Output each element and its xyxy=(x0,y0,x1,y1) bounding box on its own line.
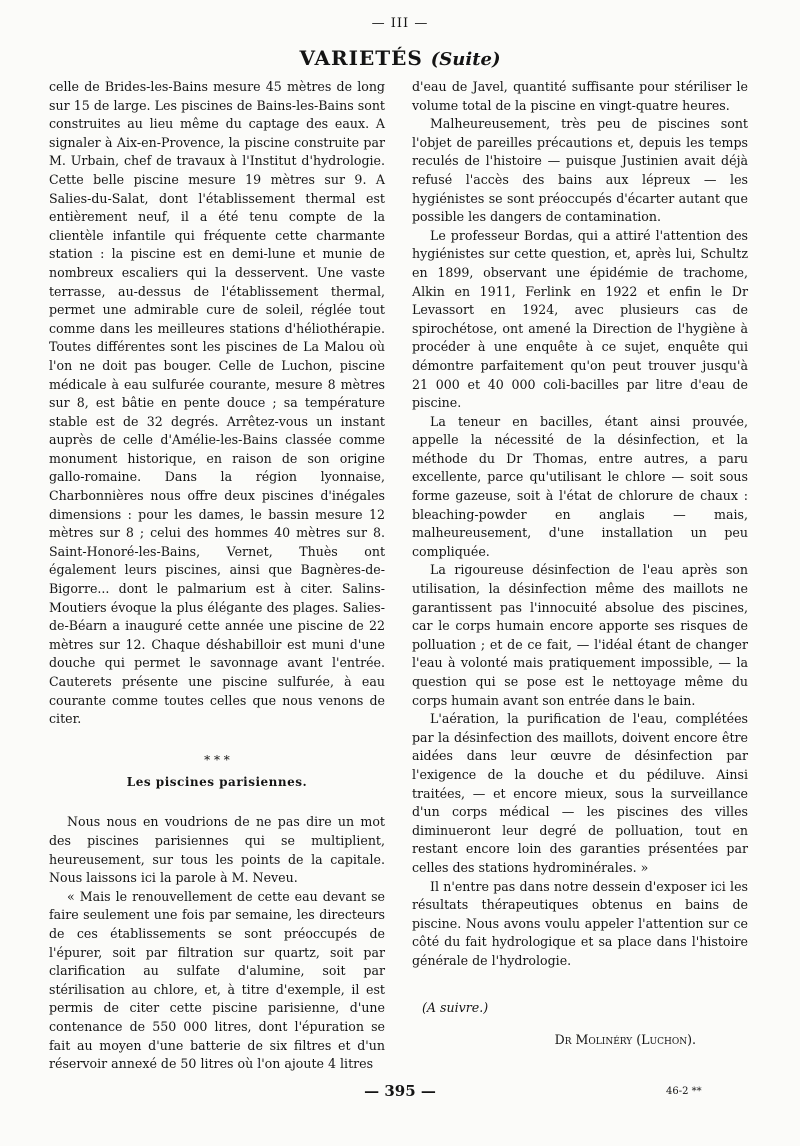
right-paragraph-5: La rigoureuse désinfection de l'eau après son utilisation, la désinfection même des maillots ne garantissent pas l'innocuité absolue des piscines, car le corps humain encore apporte ses risques de polluation ; et de ce fait, — l'idéal étant de changer l'eau à volonté mais pratiquement impossible, — la question qui se pose est le nettoyage même du corps humain avant son entrée dans le bain. xyxy=(412,562,748,708)
signature-block xyxy=(412,999,748,1050)
section-title: Les piscines parisiennes. xyxy=(126,774,308,789)
left-paragraph-3: « Mais le renouvellement de cette eau devant se faire seulement une fois par semaine, les directeurs de ces établissements se sont préoccupés de l'épurer, soit par filtration sur quartz, soit par clarification au sulfate d'alumine, soit par stérilisation au chlore, et, à titre d'exemple, il est permis de citer cette piscine parisienne, d'une contenance de 550 000 litres, dont l'épuration se fait au moyen d'une batterie de six filtres et d'un réservoir annexé de 50 litres où l'on ajoute 4 litres xyxy=(49,888,385,1072)
title-suffix: (Suite) xyxy=(430,49,501,70)
signature-mark: 46-2 ** xyxy=(666,1086,702,1097)
right-paragraph-2: Malheureusement, très peu de piscines sont l'objet de pareilles précautions et, depuis les temps reculés de l'histoire — puisque Justinien avait déjà refusé l'accès des bains aux lépreux — les hygiénistes se sont préoccupés d'écarter autant que possible les dangers de contamination. xyxy=(412,116,748,225)
a-suivre: (A suivre.) xyxy=(422,999,489,1015)
left-paragraph-2: Nous nous en voudrions de ne pas dire un mot des piscines parisiennes qui se multiplient, heureusement, sur tous les points de la capitale. Nous laissons ici la parole à M. Neveu. xyxy=(49,814,385,886)
page-title xyxy=(0,46,800,70)
right-paragraph-7: Il n'entre pas dans notre dessein d'exposer ici les résultats thérapeutiques obtenus en bains de piscine. Nous avons voulu appeler l'attention sur ce côté du fait hydrologique et sa place dans l'histoire générale de l'hydrologie. xyxy=(412,878,748,968)
right-column xyxy=(412,78,748,1050)
section-stars: * * * xyxy=(204,752,230,767)
left-paragraph-1: celle de Brides-les-Bains mesure 45 mètres de long sur 15 de large. Les piscines de Bains-les-Bains sont construites au lieu même du captage des eaux. A signaler à Aix-en-Provence, la piscine construite par M. Urbain, chef de travaux à l'Institut d'hydrologie. Cette belle piscine mesure 19 mètres sur 9. A Salies-du-Salat, dont l'établissement thermal est entièrement neuf, il a été tenu compte de la clientèle infantile qui fréquente cette charmante station : la piscine est en demi-lune et munie de nombreux escaliers qui la desservent. Une vaste terrasse, au-dessus de l'établissement thermal, permet une admirable cure de soleil, réglée tout comme dans les meilleures stations d'héliothérapie. Toutes différentes sont les piscines de La Malou où l'on ne doit pas bouger. Celle de Luchon, piscine médicale à eau sulfurée courante, mesure 8 mètres sur 8, est bâtie en pente douce ; sa température stable est de 32 degrés. Arrêtez-vous un instant auprès de celle d'Amélie-les-Bains classée comme monument historique, en raison de son origine gallo-romaine. Dans la région lyonnaise, Charbonnières nous offre deux piscines d'inégales dimensions : pour les dames, le bassin mesure 12 mètres sur 8 ; celui des hommes 40 mètres sur 8. Saint-Honoré-les-Bains, Vernet, Thuès ont également leurs piscines, ainsi que Bagnères-de-Bigorre... dont le palmarium est à citer. Salins-Moutiers évoque la plus élégante des plages. Salies-de-Béarn a inauguré cette année une piscine de 22 mètres sur 12. Chaque déshabilloir est muni d'une douche qui permet le savonnage avant l'entrée. Cauterets présente une piscine sulfurée, à eau courante comme toutes celles que nous venons de citer. xyxy=(49,79,385,727)
right-paragraph-4: La teneur en bacilles, étant ainsi prouvée, appelle la nécessité de la désinfection, et la méthode du Dr Thomas, entre autres, a paru excellente, parce qu'utilisant le chlore — soit sous forme gazeuse, soit à l'état de chlorure de chaux : bleaching-powder en anglais — mais, malheureusement, d'une installation un peu compliquée. xyxy=(412,413,748,559)
page-number: — 395 — xyxy=(364,1082,436,1100)
right-paragraph-1: d'eau de Javel, quantité suffisante pour stériliser le volume total de la piscine en vingt-quatre heures. xyxy=(412,79,748,113)
title-main: VARIETÉS xyxy=(299,46,423,70)
author: Dr Molinéry (Luchon). xyxy=(554,1032,696,1048)
right-paragraph-3: Le professeur Bordas, qui a attiré l'attention des hygiénistes sur cette question, et, après lui, Schultz en 1899, observant une épidémie de trachome, Alkin en 1911, Ferlink en 1922 et enfin le Dr Levassort en 1924, avec plusieurs cas de spirochétose, ont amené la Direction de l'hygiène à procéder à une enquête à ce sujet, enquête qui démontre parfaitement qu'on peut trouver jusqu'à 21 000 et 40 000 coli-bacilles par litre d'eau de piscine. xyxy=(412,227,748,411)
right-paragraph-6: L'aération, la purification de l'eau, complétées par la désinfection des maillots, doivent encore être aidées dans leur œuvre de désinfection par l'exigence de la douche et du pédiluve. Ainsi traitées, — et encore mieux, sous la surveillance d'un corps médical — les piscines des villes diminueront leur degré de polluation, tout en restant encore loin des garanties présentées par celles des stations hydrominérales. » xyxy=(412,711,748,875)
folio-top: — III — xyxy=(371,16,429,31)
left-column xyxy=(49,78,385,1074)
